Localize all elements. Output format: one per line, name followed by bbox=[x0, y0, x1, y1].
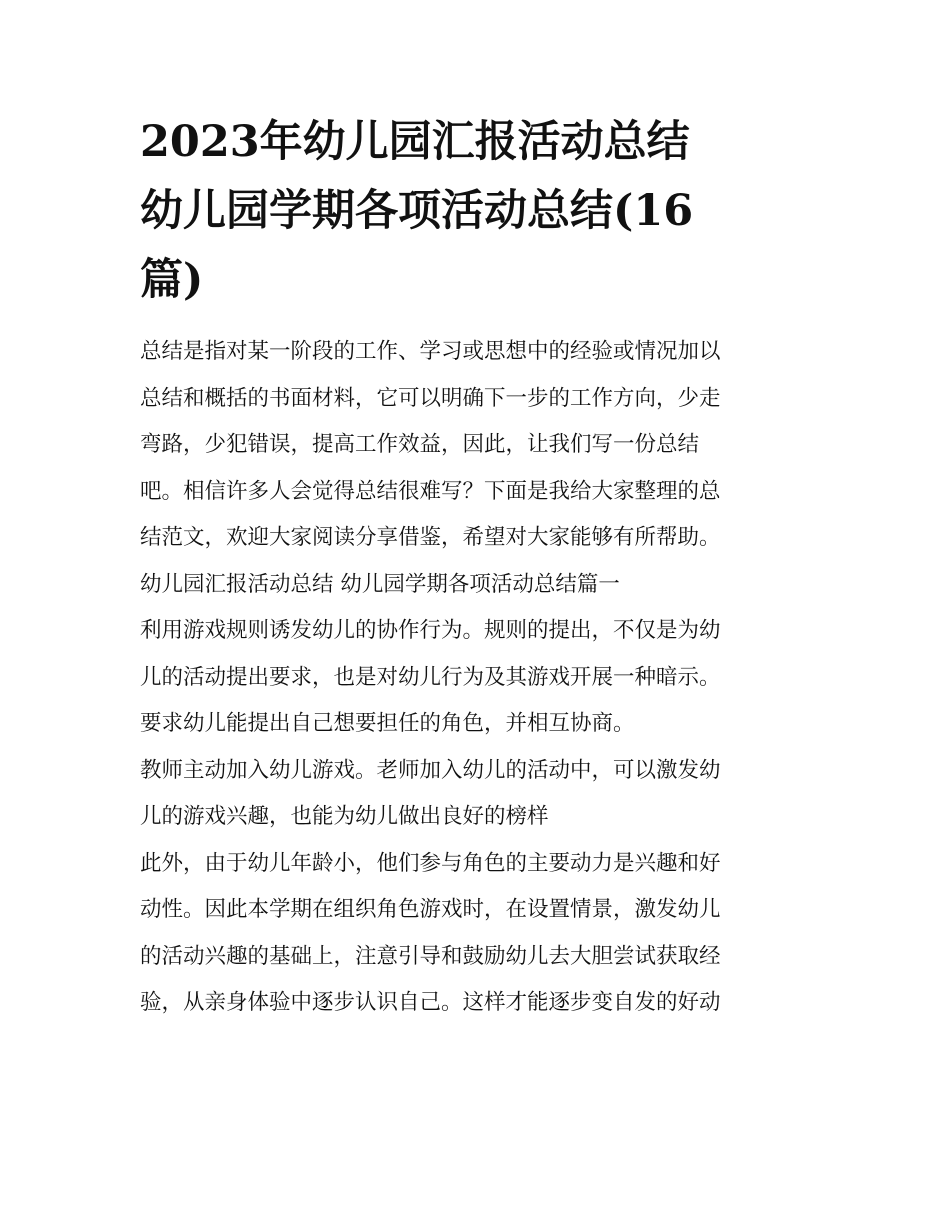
document-page bbox=[140, 108, 820, 1027]
para1-line-3: 要求幼儿能提出自己想要担任的角色，并相互协商。 bbox=[140, 711, 635, 736]
intro-paragraph bbox=[140, 329, 820, 562]
intro-line-3: 弯路，少犯错误，提高工作效益，因此，让我们写一份总结 bbox=[140, 432, 700, 457]
intro-line-1: 总结是指对某一阶段的工作、学习或思想中的经验或情况加以 bbox=[140, 339, 721, 364]
intro-line-5: 结范文，欢迎大家阅读分享借鉴，希望对大家能够有所帮助。 bbox=[140, 525, 721, 550]
body-paragraph-2 bbox=[140, 748, 820, 841]
intro-line-4: 吧。相信许多人会觉得总结很难写？下面是我给大家整理的总 bbox=[140, 478, 721, 504]
title-line-1: 2023年幼儿园汇报活动总结 bbox=[140, 117, 690, 167]
section-heading: 幼儿园汇报活动总结 幼儿园学期各项活动总结篇一 bbox=[140, 571, 620, 597]
body-paragraph-1 bbox=[140, 608, 820, 748]
title-line-3: 篇) bbox=[140, 255, 204, 305]
body-paragraph-3 bbox=[140, 841, 820, 1027]
document-title bbox=[140, 108, 820, 315]
para1-line-1: 利用游戏规则诱发幼儿的协作行为。规则的提出，不仅是为幼 bbox=[140, 618, 721, 643]
title-line-2: 幼儿园学期各项活动总结(16 bbox=[140, 186, 694, 236]
para2-line-2: 儿的游戏兴趣，也能为幼儿做出良好的榜样 bbox=[140, 804, 549, 829]
para3-line-4: 验，从亲身体验中逐步认识自己。这样才能逐步变自发的好动 bbox=[140, 990, 721, 1015]
para3-line-3: 的活动兴趣的基础上，注意引导和鼓励幼儿去大胆尝试获取经 bbox=[140, 943, 721, 969]
para3-line-2: 动性。因此本学期在组织角色游戏时，在设置情景，激发幼儿 bbox=[140, 897, 721, 922]
para1-line-2: 儿的活动提出要求，也是对幼儿行为及其游戏开展一种暗示。 bbox=[140, 664, 721, 690]
para2-line-1: 教师主动加入幼儿游戏。老师加入幼儿的活动中，可以激发幼 bbox=[140, 757, 721, 783]
para3-line-1: 此外，由于幼儿年龄小，他们参与角色的主要动力是兴趣和好 bbox=[140, 850, 721, 876]
intro-line-2: 总结和概括的书面材料，它可以明确下一步的工作方向，少走 bbox=[140, 385, 721, 411]
